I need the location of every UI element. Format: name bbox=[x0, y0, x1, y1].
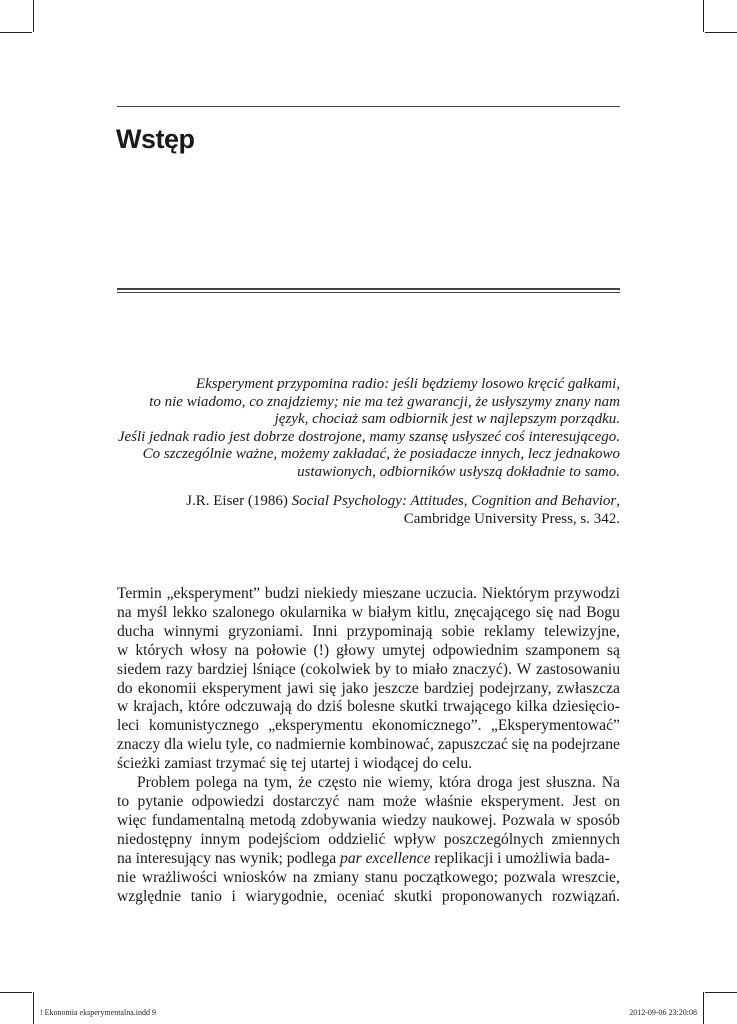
word: sposób bbox=[576, 811, 620, 829]
word: względnie bbox=[117, 887, 182, 905]
word: w bbox=[117, 698, 129, 716]
crop-mark bbox=[705, 32, 737, 33]
epigraph-line: ustawionych, odbiorników usłyszą dokładnie to samo. bbox=[297, 463, 620, 480]
word: tanio bbox=[190, 887, 222, 905]
body-line bbox=[117, 642, 620, 661]
word: jeszcze bbox=[373, 679, 419, 697]
word: kombinować, bbox=[349, 736, 434, 754]
crop-mark bbox=[0, 32, 32, 33]
word: naukowej. bbox=[432, 811, 497, 829]
word: wpływ bbox=[393, 830, 436, 848]
word: uczucia. bbox=[425, 585, 478, 602]
word: bolesne bbox=[347, 698, 395, 716]
word: są bbox=[606, 641, 620, 659]
citation-sep: , bbox=[463, 493, 472, 509]
crop-mark bbox=[33, 992, 34, 1024]
citation-sep: , bbox=[616, 493, 620, 509]
word: odpowiednim bbox=[432, 641, 519, 659]
word: początkowego; bbox=[403, 868, 498, 886]
word: bardziej bbox=[197, 660, 248, 678]
word: podejściom bbox=[248, 830, 321, 848]
word: myśl bbox=[136, 603, 168, 621]
word: zdobywania bbox=[301, 811, 377, 829]
word: podejrzane bbox=[551, 736, 620, 754]
word: innym bbox=[200, 830, 241, 848]
body-line bbox=[117, 585, 620, 604]
word: niekiedy bbox=[304, 585, 358, 602]
word: nad bbox=[558, 603, 581, 621]
word: Problem bbox=[137, 774, 190, 792]
word: w bbox=[117, 641, 129, 659]
double-rule bbox=[117, 292, 620, 293]
body-line bbox=[117, 774, 620, 793]
body-line bbox=[117, 793, 620, 812]
word: Na bbox=[601, 774, 620, 792]
word: dostarczyć bbox=[272, 792, 340, 810]
word: mieszane bbox=[362, 585, 421, 602]
crop-mark bbox=[703, 0, 704, 32]
word: zmiany bbox=[313, 868, 360, 886]
word: umytej bbox=[382, 641, 426, 659]
epigraph-line: Co szczególnie ważne, możemy zakładać, że posiadacze innych, lecz jednakowo bbox=[142, 446, 620, 462]
word: jawi bbox=[286, 679, 314, 697]
word: eksperyment. bbox=[480, 792, 565, 810]
word: siedem bbox=[117, 660, 162, 678]
word: „Eksperymentować” bbox=[490, 717, 620, 735]
word: przypominają bbox=[346, 622, 433, 640]
epigraph-line: to nie wiadomo, co znajdziemy; nie ma też gwarancji, że usłyszymy znany nam bbox=[149, 393, 620, 410]
word: nadmiernie bbox=[275, 736, 346, 754]
word: winnymi bbox=[163, 622, 219, 640]
word: Bogu bbox=[586, 603, 620, 621]
word: Jest bbox=[572, 792, 597, 810]
word: się bbox=[511, 736, 530, 754]
word: reklamy bbox=[483, 622, 535, 640]
word: słuszna. bbox=[546, 774, 596, 792]
word: dziś bbox=[317, 698, 343, 716]
word: wiedzy bbox=[381, 811, 427, 829]
word: właśnie bbox=[424, 792, 473, 810]
word: Niektórym bbox=[481, 585, 550, 602]
word: on bbox=[604, 792, 620, 810]
citation-book-subtitle: Cognition and Behavior bbox=[471, 493, 617, 509]
word: gryzoniami. bbox=[228, 622, 304, 640]
word: budzi bbox=[264, 585, 300, 602]
word: sobie bbox=[441, 622, 475, 640]
word: odpowiedzi bbox=[191, 792, 265, 810]
word: odczuwają bbox=[224, 698, 292, 716]
body-line bbox=[117, 698, 620, 717]
word: kitlu, bbox=[416, 603, 450, 621]
word: podejrzany, bbox=[479, 679, 552, 697]
word: się bbox=[318, 679, 337, 697]
word: które bbox=[187, 698, 220, 716]
word: miało bbox=[412, 660, 448, 678]
word: przywodzi bbox=[554, 585, 620, 602]
word: ekonomii bbox=[137, 679, 197, 697]
word: na bbox=[117, 603, 132, 621]
word: w bbox=[351, 603, 364, 621]
word: proponowanych bbox=[441, 887, 543, 905]
epigraph bbox=[117, 376, 620, 481]
body-text bbox=[117, 585, 620, 906]
word: stanu bbox=[364, 868, 398, 886]
word: tyle, bbox=[225, 736, 253, 754]
word: do bbox=[296, 698, 313, 716]
word: rozwiązań. bbox=[551, 887, 620, 905]
word: by bbox=[375, 660, 391, 678]
footer-timestamp: 2012-09-06 23:20:08 bbox=[629, 1008, 697, 1017]
word: nie bbox=[117, 868, 137, 886]
word: polega bbox=[195, 774, 238, 792]
epigraph-line: Jeśli jednak radio jest dobrze dostrojone, mamy szansę usłyszeć coś interesującego. bbox=[117, 428, 620, 445]
word: Termin bbox=[117, 585, 162, 602]
word: na bbox=[292, 868, 308, 886]
footer-filename: ! Ekonomia eksperymentalna.indd 9 bbox=[40, 1008, 156, 1017]
word: zastosowaniu bbox=[535, 660, 620, 678]
word: wreszcie, bbox=[561, 868, 620, 886]
word: trwającego bbox=[442, 698, 512, 716]
word: oceniać bbox=[336, 887, 385, 905]
crop-mark bbox=[703, 992, 704, 1024]
word: wniosków bbox=[222, 868, 288, 886]
word: więc bbox=[117, 811, 147, 829]
chapter-title: Wstęp bbox=[116, 124, 195, 154]
citation-book-title: Social Psychology: Attitudes bbox=[291, 493, 464, 509]
word: wiemy, bbox=[387, 774, 434, 792]
word: połowie bbox=[256, 641, 307, 659]
crop-mark bbox=[0, 992, 32, 993]
body-line bbox=[117, 604, 620, 623]
word: nie bbox=[362, 774, 382, 792]
body-italic-phrase: par excellence bbox=[340, 849, 431, 867]
word: W bbox=[516, 660, 532, 678]
word: zmiennych bbox=[551, 830, 620, 848]
word: na bbox=[234, 641, 250, 659]
crop-mark bbox=[33, 0, 34, 32]
word: jako bbox=[341, 679, 369, 697]
word: głowy bbox=[336, 641, 376, 659]
word: Pozwala bbox=[501, 811, 555, 829]
body-line bbox=[117, 831, 620, 850]
body-line bbox=[117, 661, 620, 680]
word: metodą bbox=[249, 811, 296, 829]
word: i bbox=[231, 887, 236, 905]
word: „eksperymentu bbox=[268, 717, 363, 735]
word: Inni bbox=[312, 622, 338, 640]
word: do bbox=[117, 679, 133, 697]
epigraph-citation bbox=[117, 492, 620, 528]
crop-mark bbox=[705, 992, 737, 993]
word: telewizyjne, bbox=[544, 622, 620, 640]
word: komunistycznego bbox=[148, 717, 259, 735]
word: skutki bbox=[394, 887, 433, 905]
word: kilka bbox=[516, 698, 548, 716]
word: eksperyment bbox=[201, 679, 282, 697]
word: leci bbox=[117, 717, 140, 735]
epigraph-line: Eksperyment przypomina radio: jeśli będziemy losowo kręcić gałkami, bbox=[195, 376, 620, 392]
word: zapuszczać bbox=[437, 736, 508, 754]
word: włosy bbox=[190, 641, 228, 659]
body-line bbox=[117, 888, 620, 907]
word: że bbox=[298, 774, 312, 792]
word: tym, bbox=[263, 774, 293, 792]
word: to bbox=[395, 660, 408, 678]
word: (cokolwiek bbox=[300, 660, 371, 678]
word: fundamentalną bbox=[151, 811, 245, 829]
word: poszczególnych bbox=[443, 830, 544, 848]
word: pozwala bbox=[503, 868, 556, 886]
word: może bbox=[382, 792, 417, 810]
word: się bbox=[535, 603, 554, 621]
word: to bbox=[117, 792, 130, 810]
word: ekonomicznego”. bbox=[372, 717, 482, 735]
word: skutki bbox=[399, 698, 438, 716]
word: niedostępny bbox=[117, 830, 193, 848]
word: oddzielić bbox=[328, 830, 386, 848]
word: dla bbox=[164, 736, 184, 754]
word: co bbox=[256, 736, 272, 754]
word: „eksperyment” bbox=[166, 585, 261, 602]
word: białym bbox=[368, 603, 412, 621]
word: droga bbox=[477, 774, 513, 792]
word: zwłaszcza bbox=[556, 679, 620, 697]
word: krajach, bbox=[133, 698, 183, 716]
body-line bbox=[117, 717, 620, 736]
word: lśniące bbox=[252, 660, 296, 678]
word: dziesięcio- bbox=[552, 698, 620, 716]
word: razy bbox=[165, 660, 193, 678]
top-rule bbox=[117, 106, 620, 107]
word: często bbox=[317, 774, 357, 792]
citation-author: J.R. Eiser (1986) bbox=[186, 493, 288, 509]
word: ducha bbox=[117, 622, 155, 640]
word: wiarygodnie, bbox=[245, 887, 328, 905]
word: szamponem bbox=[525, 641, 600, 659]
word: lekko bbox=[172, 603, 208, 621]
word: okularnika bbox=[279, 603, 347, 621]
word: wrażliwości bbox=[141, 868, 218, 886]
body-line bbox=[117, 736, 620, 755]
body-fragment: replikacji i umożliwia bada- bbox=[430, 849, 610, 867]
body-line bbox=[117, 850, 620, 869]
word: wielu bbox=[187, 736, 222, 754]
body-line bbox=[117, 869, 620, 888]
body-fragment: na interesujący nas wynik; podlega bbox=[117, 849, 341, 867]
word: których bbox=[135, 641, 183, 659]
word: bardziej bbox=[423, 679, 475, 697]
body-line: ścieżki zamiast trzymać się tej utartej i wiodącej do celu. bbox=[117, 755, 473, 773]
word: (!) bbox=[313, 641, 330, 659]
body-line bbox=[117, 623, 620, 642]
body-line bbox=[117, 680, 620, 699]
word: w bbox=[560, 811, 572, 829]
body-line bbox=[117, 812, 620, 831]
word: znaczy bbox=[117, 736, 161, 754]
word: jest bbox=[518, 774, 541, 792]
word: pytanie bbox=[137, 792, 184, 810]
word: na bbox=[532, 736, 548, 754]
word: która bbox=[439, 774, 472, 792]
word: znęcającego bbox=[454, 603, 531, 621]
double-rule bbox=[117, 288, 620, 290]
word: szalonego bbox=[212, 603, 275, 621]
citation-publisher: Cambridge University Press, s. 342. bbox=[403, 511, 620, 527]
epigraph-line: język, chociaż sam odbiornik jest w najlepszym porządku. bbox=[274, 411, 620, 427]
word: nam bbox=[347, 792, 375, 810]
word: na bbox=[243, 774, 259, 792]
word: znaczyć). bbox=[452, 660, 512, 678]
citation-line bbox=[117, 492, 620, 510]
